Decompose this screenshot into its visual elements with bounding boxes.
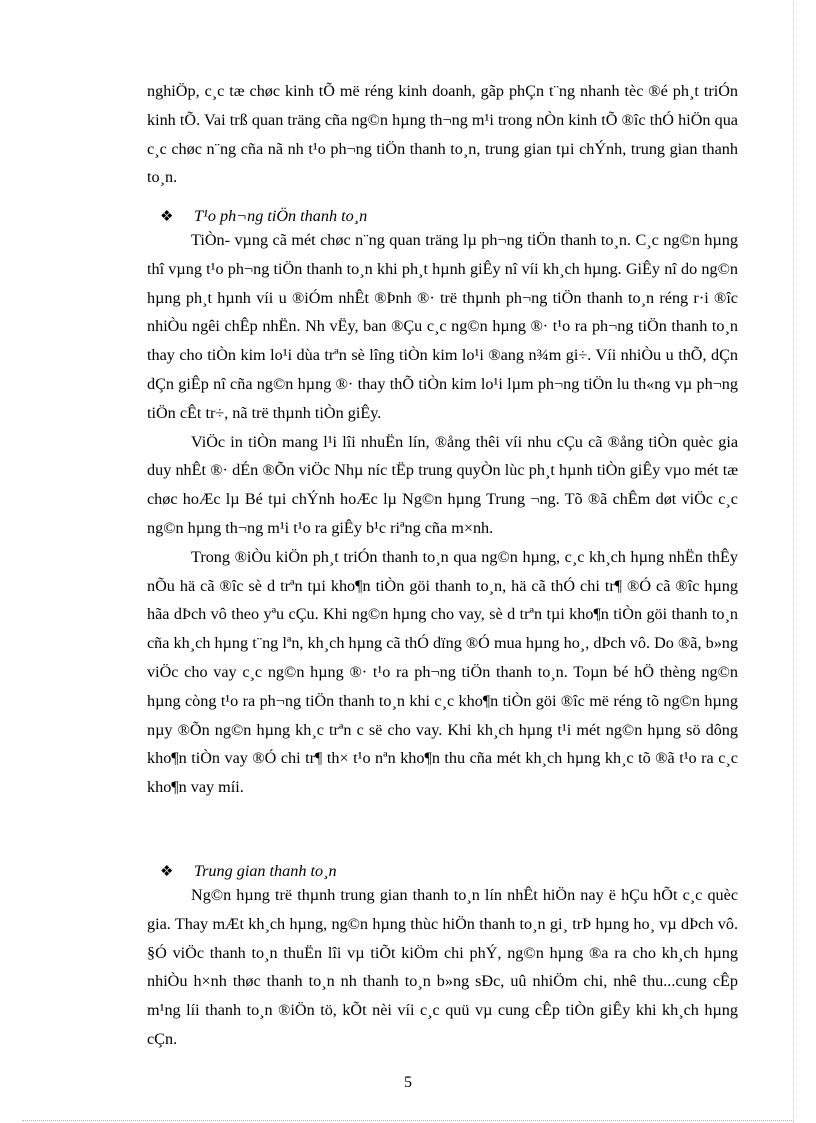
section-heading-payment-means (160, 204, 730, 228)
section-1-body (147, 226, 738, 802)
intro-block (147, 77, 738, 192)
page-number: 5 (404, 1074, 412, 1091)
section-heading-payment-intermediary (160, 859, 730, 883)
body-paragraph: Trong ®iÒu kiÖn ph¸t triÓn thanh to¸n qua ng©n hµng, c¸c kh¸ch hµng nhËn thÊy nÕu hä cã ®îc sè d trªn tµi kho¶n tiÒn göi thanh to¸n, hä cã thÓ chi tr¶ ®Ó cã ®îc hµng hãa dÞch vô theo yªu cÇu. Khi ng©n hµng cho vay, sè d trªn tµi kho¶n tiÒn göi thanh to¸n cña kh¸ch hµng t¨ng lªn, kh¸ch hµng cã thÓ dïng ®Ó mua hµng ho¸, dÞch vô. Do ®ã, b»ng viÖc cho vay c¸c ng©n hµng ®· t¹o ra ph¬ng tiÖn thanh to¸n. Toµn bé hÖ thèng ng©n hµng còng t¹o ra ph¬ng tiÖn thanh to¸n khi c¸c kho¶n tiÒn göi ®îc më réng tõ ng©n hµng nµy ®Õn ng©n hµng kh¸c trªn c së cho vay. Khi kh¸ch hµng t¹i mét ng©n hµng sö dông kho¶n tiÒn vay ®Ó chi tr¶ th× t¹o nªn kho¶n thu cña mét kh¸ch hµng kh¸c tõ ®ã t¹o ra c¸c kho¶n vay míi. (147, 547, 738, 797)
page-margin-rule (793, 0, 794, 1123)
body-paragraph: ViÖc in tiÒn mang l¹i lîi nhuËn lín, ®ång thêi víi nhu cÇu cã ®ång tiÒn quèc gia duy nhÊt ®· dÉn ®Õn viÖc Nhµ níc tËp trung quyÒn lùc ph¸t hµnh tiÒn giÊy vµo mét tæ chøc hoÆc lµ Bé tµi chÝnh hoÆc lµ Ng©n hµng Trung ¬ng. Tõ ®ã chÊm døt viÖc c¸c ng©n hµng th¬ng m¹i t¹o ra giÊy b¹c riªng cña m×nh. (147, 432, 738, 537)
body-paragraph: Ng©n hµng trë thµnh trung gian thanh to¸n lín nhÊt hiÖn nay ë hÇu hÕt c¸c quèc gia. Thay mÆt kh¸ch hµng, ng©n hµng thùc hiÖn thanh to¸n gi¸ trÞ hµng ho¸ vµ dÞch vô. §Ó viÖc thanh to¸n thuËn lîi vµ tiÕt kiÖm chi phÝ, ng©n hµng ®a ra cho kh¸ch hµng nhiÒu h×nh thøc thanh to¸n nh thanh to¸n b»ng sÐc, uû nhiÖm chi, nhê thu...cung cÊp m¹ng líi thanh to¸n ®iÖn tö, kÕt nèi víi c¸c quü vµ cung cÊp tiÒn giÊy khi kh¸ch hµng cÇn. (147, 886, 738, 1048)
section-2-body (147, 881, 738, 1054)
page-bottom-rule (22, 1120, 794, 1121)
diamond-bullet-icon: ❖ (160, 209, 174, 225)
section-heading-text: T¹o ph¬ng tiÖn thanh to¸n (194, 207, 368, 225)
diamond-bullet-icon: ❖ (160, 864, 174, 880)
intro-paragraph: nghiÖp, c¸c tæ chøc kinh tÕ më réng kinh doanh, gãp phÇn t¨ng nhanh tèc ®é ph¸t triÓn kinh tÕ. Vai trß quan träng cña ng©n hµng th¬ng m¹i trong nÒn kinh tÕ ®îc thÓ hiÖn qua c¸c chøc n¨ng cña nã nh t¹o ph¬ng tiÖn thanh to¸n, trung gian tµi chÝnh, trung gian thanh to¸n. (147, 82, 738, 187)
section-heading-text: Trung gian thanh to¸n (194, 862, 337, 880)
body-paragraph: TiÒn- vµng cã mét chøc n¨ng quan träng lµ ph¬ng tiÖn thanh to¸n. C¸c ng©n hµng thî vµng t¹o ph¬ng tiÖn thanh to¸n khi ph¸t hµnh giÊy nî víi kh¸ch hµng. GiÊy nî do ng©n hµng ph¸t hµnh víi u ®iÓm nhÊt ®Þnh ®· trë thµnh ph¬ng tiÖn thanh to¸n réng r·i ®îc nhiÒu ngêi chÊp nhËn. Nh vËy, ban ®Çu c¸c ng©n hµng ®· t¹o ra ph¬ng tiÖn thanh to¸n thay cho tiÒn kim lo¹i dùa trªn sè lîng tiÒn kim lo¹i ®ang n¾m gi÷. Víi nhiÒu u thÕ, dÇn dÇn giÊp nî cña ng©n hµng ®· thay thÕ tiÒn kim lo¹i lµm ph¬ng tiÖn lu th«ng vµ ph¬ng tiÖn cÊt tr÷, nã trë thµnh tiÒn giÊy. (147, 231, 738, 422)
